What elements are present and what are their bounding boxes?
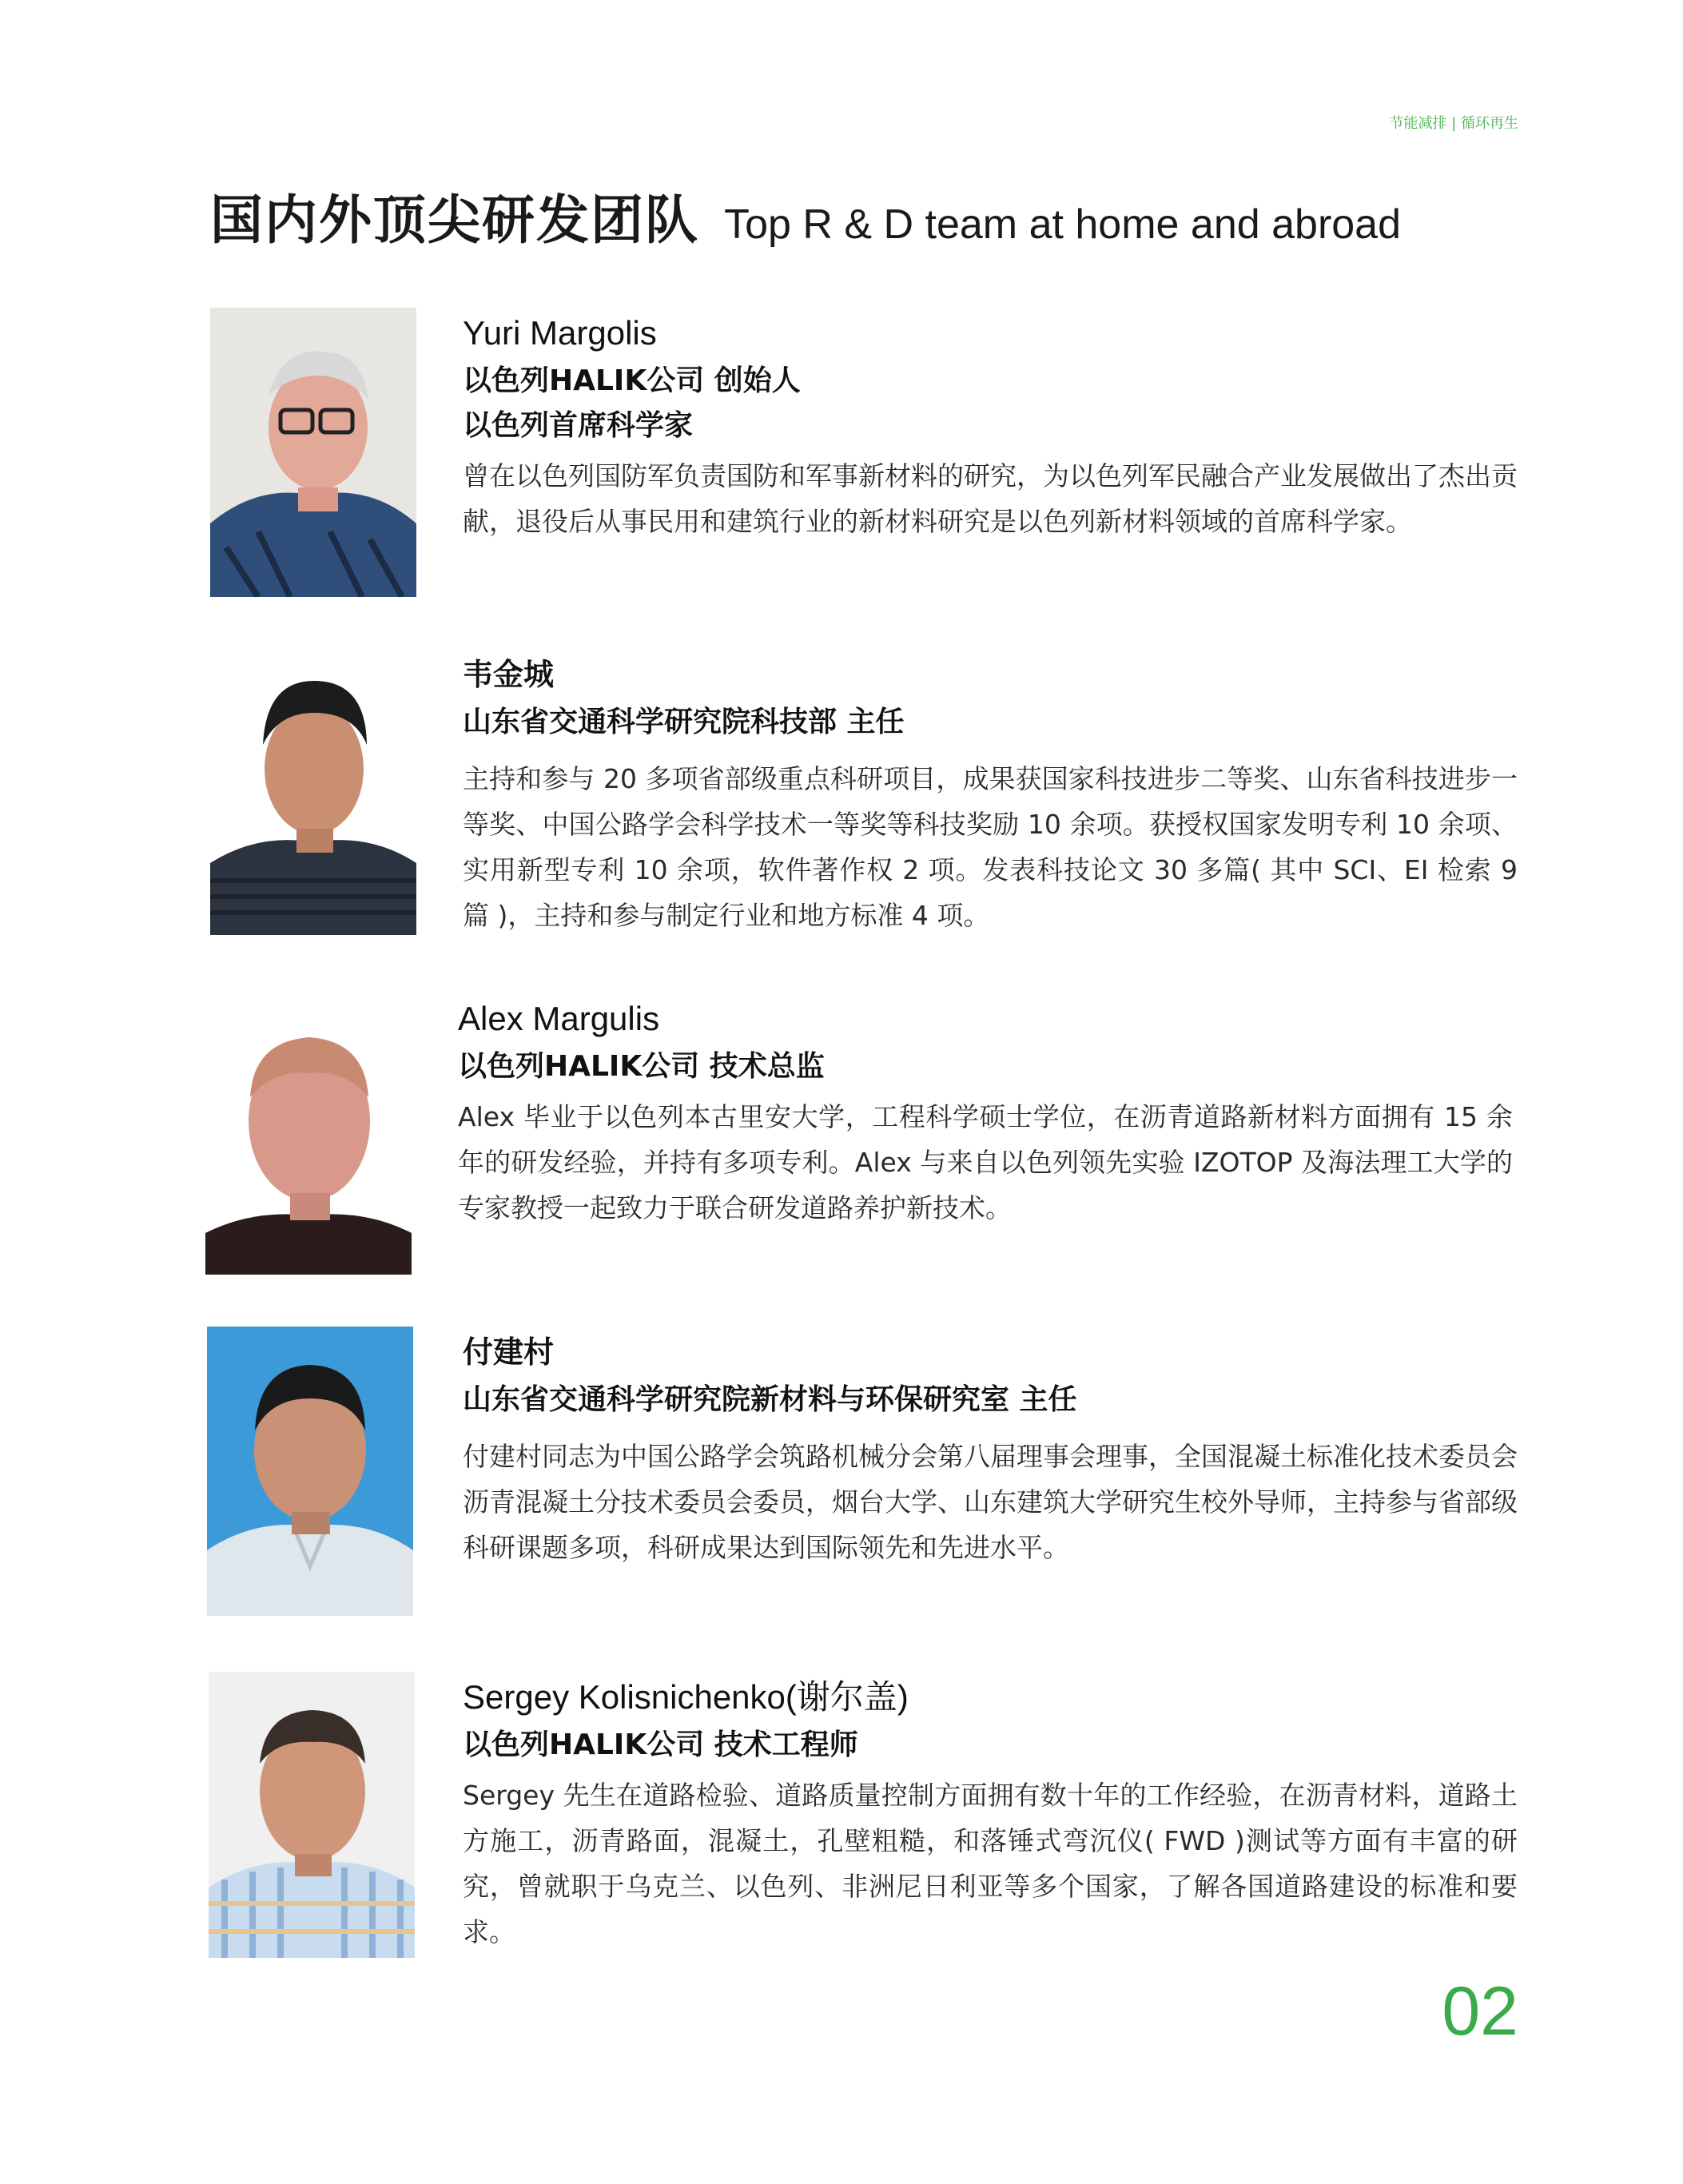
member-name: Yuri Margolis [463,314,657,352]
page-title [210,177,1521,253]
team-member-1 [210,308,1521,603]
member-description: 主持和参与 20 多项省部级重点科研项目，成果获国家科技进步二等奖、山东省科技进步一等奖、中国公路学会科学技术一等奖等科技奖励 10 余项。获授权国家发明专利 10 余项、实用新型专利 10 余项，软件著作权 2 项。发表科技论文 30 多篇( 其中 SCI、EI 检索 9 篇 )，主持和参与制定行业和地方标准 4 项。 [463,763,1518,931]
member-description: Alex 毕业于以色列本古里安大学，工程科学硕士学位，在沥青道路新材料方面拥有 15 余年的研发经验，并持有多项专利。Alex 与来自以色列领先实验 IZOTOP 及海法理工大学的专家教授一起致力于联合研发道路养护新技术。 [458,1101,1513,1223]
member-role: 以色列HALIK公司 创始人 [463,364,801,397]
member-description: Sergey 先生在道路检验、道路质量控制方面拥有数十年的工作经验，在沥青材料，道路土方施工，沥青路面，混凝土，孔壁粗糙，和落锤式弯沉仪( FWD )测试等方面有丰富的研究，曾就职于乌克兰、以色列、非洲尼日利亚等多个国家，了解各国道路建设的标准和要求。 [463,1780,1518,1947]
member-role: 山东省交通科学研究院科技部 主任 [463,706,905,738]
member-name: Alex Margulis [458,1000,660,1037]
member-role: 以色列HALIK公司 技术工程师 [463,1729,858,1761]
member-name: 付建村 [463,1335,555,1370]
portrait-photo [210,649,416,935]
member-role: 以色列HALIK公司 技术总监 [458,1050,825,1083]
team-member-4 [210,1327,1521,1622]
title-chinese: 国内外顶尖研发团队 [210,189,699,251]
member-description: 付建村同志为中国公路学会筑路机械分会第八届理事会理事，全国混凝土标准化技术委员会沥青混凝土分技术委员会委员，烟台大学、山东建筑大学研究生校外导师，主持参与省部级科研课题多项，科研成果达到国际领先和先进水平。 [463,1441,1518,1563]
portrait-photo [210,308,416,597]
portrait-photo [207,1327,413,1616]
team-member-5 [210,1672,1521,1967]
member-name: 韦金城 [463,657,555,692]
member-name: Sergey Kolisnichenko(谢尔盖) [463,1678,909,1716]
member-description: 曾在以色列国防军负责国防和军事新材料的研究，为以色列军民融合产业发展做出了杰出贡献，退役后从事民用和建筑行业的新材料研究是以色列新材料领域的首席科学家。 [463,460,1518,537]
member-role: 以色列首席科学家 [463,409,694,442]
team-member-2 [210,649,1521,945]
title-english: Top R & D team at home and abroad [724,201,1402,248]
member-role: 山东省交通科学研究院新材料与环保研究室 主任 [463,1383,1077,1416]
header-tag: 节能减排 | 循环再生 [1389,115,1518,132]
team-member-3 [210,993,1521,1281]
portrait-photo [209,1672,415,1958]
portrait-photo [205,993,412,1275]
page-number: 02 [1442,1973,1518,2050]
